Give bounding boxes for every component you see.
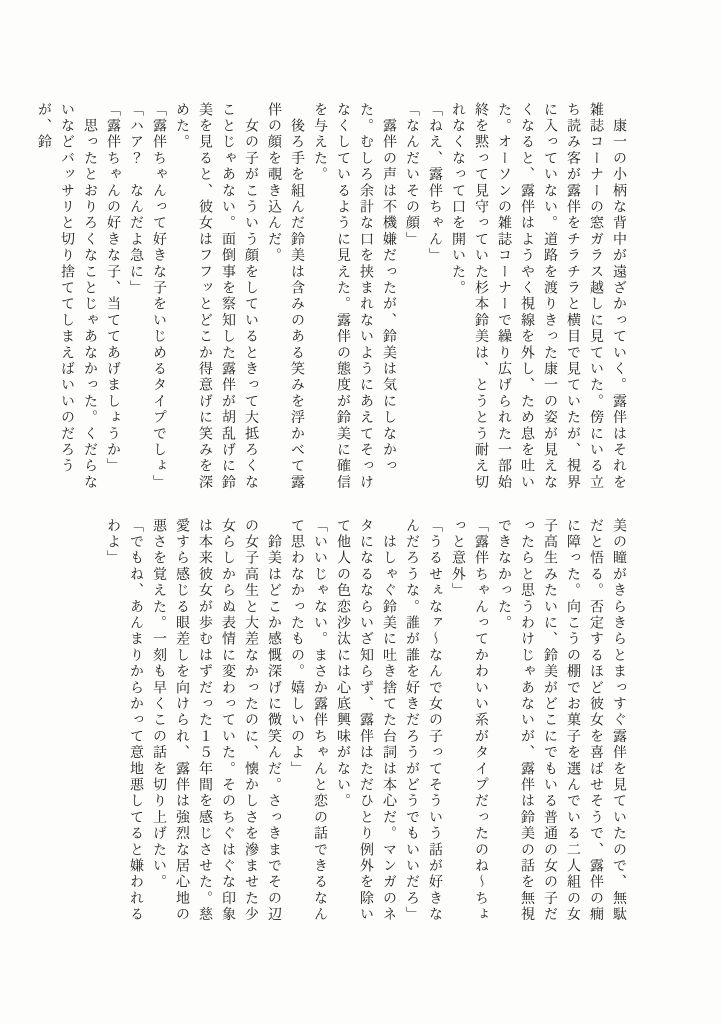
paragraph: 「露伴ちゃんの好きな子、当ててあげましょうか」: [105, 102, 120, 475]
paragraph: 「露伴ちゃんってかわいい系がタイプだったのね〜ちょっと意外」: [450, 518, 488, 923]
paragraph: 「なんだいその顔」: [404, 102, 419, 248]
paragraph: 「でもね、あんまりからかって意地悪してると嫌われるわよ」: [105, 518, 143, 923]
paragraph: 美の瞳がきらきらとまっすぐ露伴を見ていたので、無駄だと悟る。否定するほど彼女を喜ばせそうで、露伴の癇に障った。向こうの棚でお菓子を選んでいる二人組の女子高生みたいに、鈴美がどこにでもいる普通の女の子だったらと思うわけじゃあないが、露伴は鈴美の話を無視できなかった。: [496, 518, 626, 923]
paragraph: 「いいじゃない。まさか露伴ちゃんと恋の話できるなんて思わなかったもの。嬉しいのよ」: [289, 518, 327, 923]
paragraph: 「露伴ちゃんって好きな子をいじめるタイプでしょ」: [151, 102, 166, 491]
paragraph: 康一の小柄な背中が遠ざかっていく。露伴はそれを雑誌コーナーの窓ガラス越しに見ていた。傍にいる立ち読み客が露伴をチラチラと横目で見ていたが、視界に入っていない。道路を渡りきった康一の姿が見えなくなると、露伴はようやく視線を外し、ため息を吐いた。オーソンの雑誌コーナーで繰り広げられた一部始終を黙って見守っていた杉本鈴美は、とうとう耐え切れなくなって口を開いた。: [450, 102, 626, 491]
paragraph: 「うるせぇなァ〜なんで女の子ってそういう話が好きなんだろうな。誰が誰を好きだろうがどうでもいいだろ」: [404, 518, 442, 923]
story-text-top-section: [32, 102, 630, 494]
paragraph: 後ろ手を組んだ鈴美は含みのある笑みを浮かべて露伴の顔を覗き込んだ。: [266, 102, 304, 491]
paragraph: はしゃぐ鈴美に吐き捨てた台詞は本心だ。マンガのネタになるならいざ知らず、露伴はただひとり例外を除いて他人の色恋沙汰には心底興味がない。: [335, 518, 396, 923]
paragraph: 「ねえ、露伴ちゃん」: [427, 102, 442, 264]
paragraph: 「ハア？ なんだよ急に」: [128, 102, 143, 297]
paragraph: 女の子がこういう顔をしているときって大抵ろくなことじゃあない。面倒事を察知した露伴が胡乱げに鈴美を見ると、彼女はフフッとどこか得意げに笑みを深めた。: [174, 102, 258, 491]
paragraph: 思ったとおりろくなことじゃあなかった。くだらないなどバッサリと切り捨ててしまえばいいのだろうが、鈴: [36, 102, 97, 491]
story-text-bottom-section: [101, 518, 630, 928]
paragraph: 露伴の声は不機嫌だったが、鈴美は気にしなかった。むしろ余計な口を挟まれないようにあえてそっけなくしているように見えた。露伴の態度が鈴美に確信を与えた。: [312, 102, 396, 491]
paragraph: 鈴美はどこか感慨深げに微笑んだ。さっきまでその辺の女子高生と大差なかったのに、懐かしさを滲ませた少女らしからぬ表情に変わっていた。そのちぐはぐな印象は本来彼女が歩むはずだった１５年間を感じさせた。慈愛すら感じる眼差しを向けられ、露伴は強烈な居心地の悪さを覚えた。一刻も早くこの話を切り上げたい。: [151, 518, 281, 923]
